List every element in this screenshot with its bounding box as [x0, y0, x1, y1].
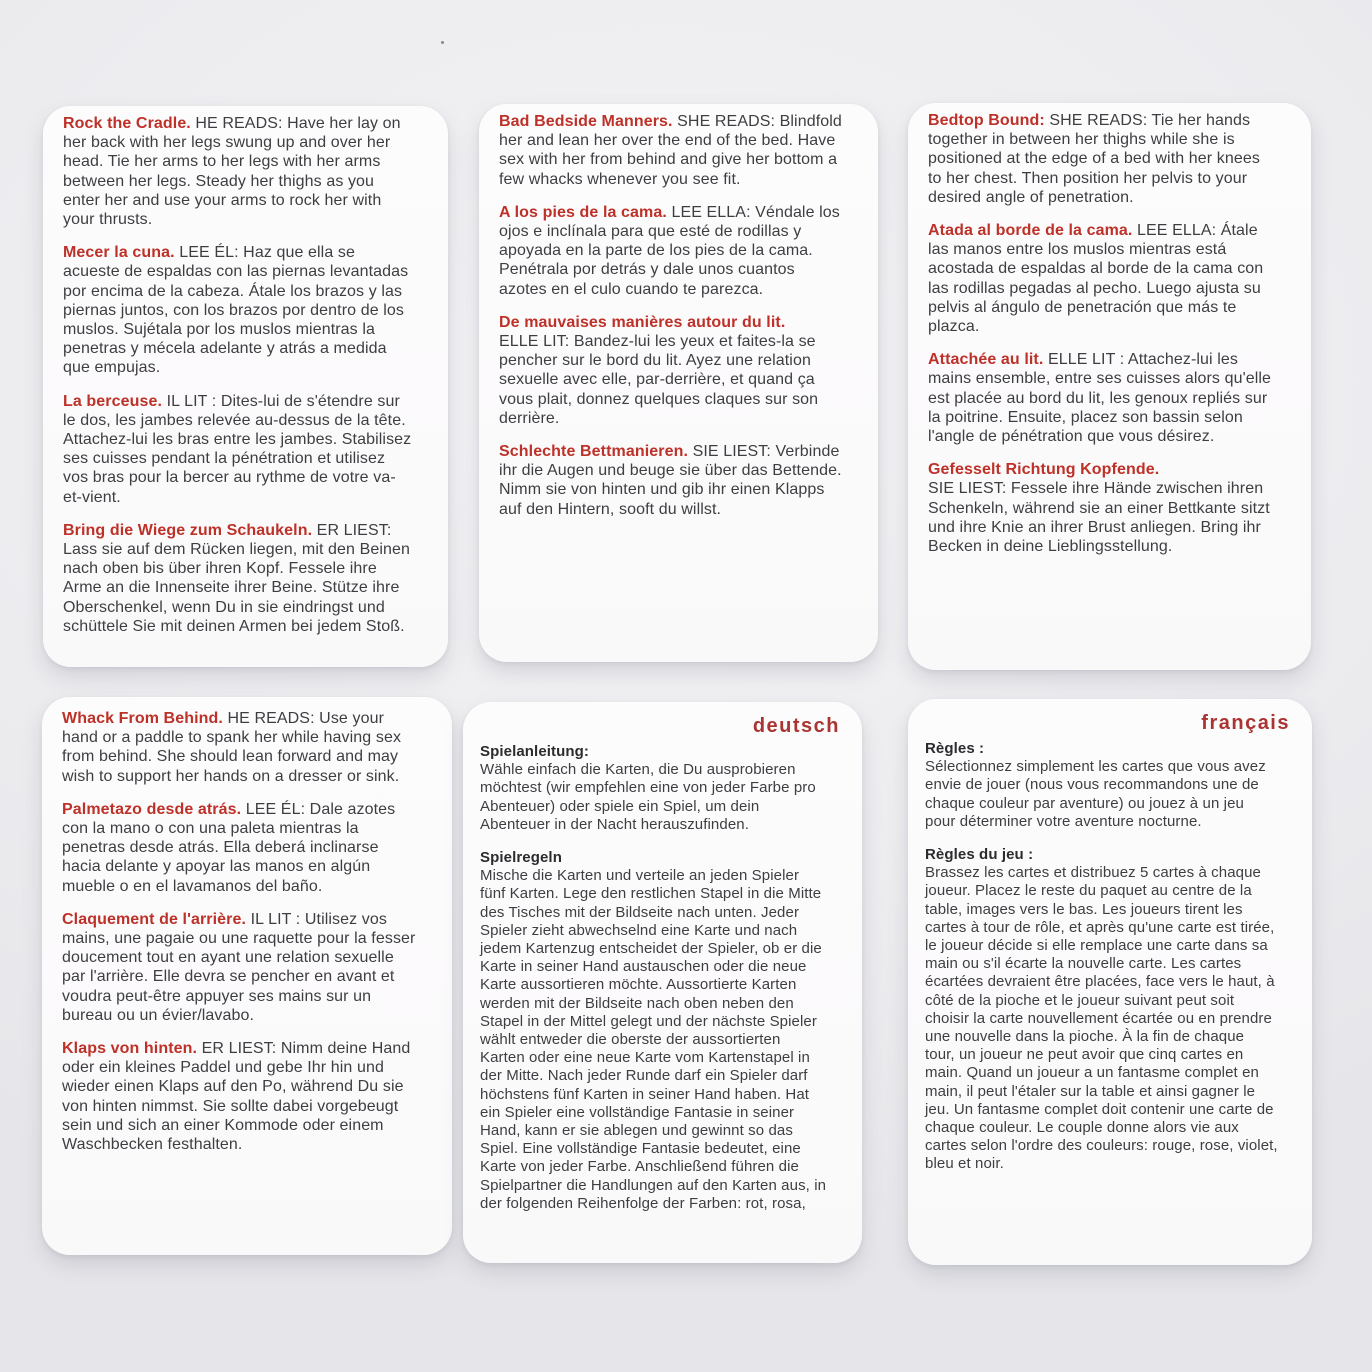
section-body: Sélectionnez simplement les cartes que vous avez envie de jouer (nous vous recommandons une de chaque couleur par aventure) ou jouez à un jeu pour déterminer votre aventure nocturne. — [925, 758, 1266, 830]
dust-speck — [441, 41, 444, 44]
paragraph-heading-spanish: Mecer la cuna. — [63, 244, 175, 262]
card-bedtop-bound — [908, 103, 1311, 670]
paragraph-body-spanish: LEE ELLA: Átale las manos entre los muslos mientras está acostada de espaldas al borde de la cama con las rodillas pegadas al pecho. Luego ajusta su pelvis al ángulo de penetración que más te plazca. — [928, 222, 1264, 336]
paragraph-body-spanish: LEE ÉL: Dale azotes con la mano o con una paleta mientras la penetras desde atrás. Ella deberá inclinarse hacia delante y apoyar las manos en algún mueble o en el lavamanos del baño. — [62, 800, 396, 895]
card-bad-bedside-manners — [479, 104, 878, 662]
paragraph-heading-spanish: A los pies de la cama. — [499, 203, 667, 221]
card-instructions-deutsch — [463, 702, 862, 1263]
paragraph-german — [62, 1039, 416, 1154]
paragraph-body-german: ER LIEST: Lass sie auf dem Rücken liegen, mit den Beinen nach oben bis über ihren Kopf. Fessele ihre Arme an die Innenseite ihrer Beine. Stütze ihre Oberschenkel, wenn Du in sie eindringst und schüttele Sie mit deinen Armen bei jedem Stoß. — [63, 521, 411, 635]
section-heading: Spielregeln — [480, 849, 562, 867]
paragraph-body-english: SHE READS: Tie her hands together in between her thighs while she is positioned at the edge of a bed with her knees to her chest. Then position her pelvis to your desired angle of penetration. — [928, 112, 1260, 206]
paragraph-heading-french: Attachée au lit. — [928, 351, 1044, 369]
section-heading: Règles : — [925, 740, 985, 757]
card-whack-from-behind — [42, 697, 452, 1255]
card-rock-the-cradle — [43, 106, 448, 667]
paragraph-body-german: SIE LIEST: Fessele ihre Hände zwischen ihren Schenkeln, während sie an einer Bettkante sitzt und ihre Knie an ihrer Brust anliegen. Bring ihr Becken in deine Lieblingsstellung. — [928, 480, 1270, 556]
section-body: Wähle einfach die Karten, die Du ausprobieren möchtest (wir empfehlen eine von jeder Farbe pro Abenteuer) oder spiele ein Spiel, um dein Abenteuer in der Nacht herauszufinden. — [480, 761, 816, 833]
language-label-deutsch: deutsch — [752, 715, 840, 737]
paragraph-spanish — [499, 203, 842, 299]
paragraph-heading-spanish: Palmetazo desde atrás. — [62, 800, 242, 818]
paragraph-heading-german: Gefesselt Richtung Kopfende. — [928, 461, 1160, 479]
paragraph-heading-german: Schlechte Bettmanieren. — [499, 443, 689, 461]
paragraph-body-english: SHE READS: Blindfold her and lean her over the end of the bed. Have sex with her from behind and give her bottom a few whacks whenever you see fit. — [499, 113, 842, 188]
paragraph-heading-english: Bedtop Bound: — [928, 112, 1045, 129]
paragraph-heading-english: Rock the Cradle. — [63, 115, 191, 132]
paragraph-body-english: HE READS: Have her lay on her back with her legs swung up and over her head. Tie her arms to her legs with her arms between her legs. Steady her thighs as you enter her and use your arms to rock her with your thrusts. — [63, 115, 401, 229]
paragraph-french — [499, 313, 842, 428]
paragraph-heading-english: Whack From Behind. — [62, 710, 223, 727]
paragraph-body-spanish: LEE ELLA: Véndale los ojos e inclínala para que esté de rodillas y apoyada en la parte de los pies de la cama. Penétrala por detrás y dale unos cuantos azotes en el culo cuando te parezca. — [499, 203, 840, 298]
section-regles-du-jeu — [925, 846, 1278, 1174]
paragraph-body-french: ELLE LIT: Bandez-lui les yeux et faites-la se pencher sur le bord du lit. Ayez une relation sexuelle avec elle, par-derrière, et quand ça vous plait, donnez quelques claques sur son derrière. — [499, 333, 819, 427]
paragraph-body-german: SIE LIEST: Verbinde ihr die Augen und beuge sie über das Bettende. Nimm sie von hinten und gib ihr einen Klapps auf den Hintern, sooft du willst. — [499, 443, 842, 518]
section-body: Mische die Karten und verteile an jeden Spieler fünf Karten. Lege den restlichen Stapel in die Mitte des Tisches mit der Bildseite nach unten. Jeder Spieler zieht abwechselnd eine Karte und nach jedem Kartenzug entscheidet der Spieler, ob er die Karte in seiner Hand austauschen oder die neue Karte aussortieren möchte. Aussortierte Karten werden mit der Bildseite nach oben neben den Stapel in der Mittel gelegt und der nächste Spieler wählt entweder die oberste der aussortierten Karten oder eine neue Karte vom Kartenstapel in der Mitte. Nach jeder Runde darf ein Spieler darf höchstens fünf Karten in seiner Hand haben. Hat ein Spieler eine vollständige Fantasie in seiner Hand, kann er sie ablegen und gewinnt so das Spiel. Eine vollständige Fantasie bedeutet, eine Karte von jeder Farbe. Anschließend führen die Spielpartner die Handlungen auf den Karten aus, in der folgenden Reihenfolge der Farben: rot, rosa, — [480, 867, 827, 1212]
section-spielanleitung — [480, 743, 828, 834]
paragraph-heading-english: Bad Bedside Manners. — [499, 113, 673, 130]
paragraph-french — [62, 910, 416, 1025]
paragraph-body-french: IL LIT : Dites-lui de s'étendre sur le dos, les jambes relevée au-dessus de la tête. Attachez-lui les bras entre les jambes. Stabilisez ses cuisses pendant la pénétration et utilisez vos bras pour la bercer au rythme de votre va-et-vient. — [63, 392, 412, 506]
paragraph-french — [63, 392, 412, 507]
paragraph-spanish — [928, 221, 1275, 336]
section-heading: Règles du jeu : — [925, 846, 1034, 864]
paragraph-heading-french: La berceuse. — [63, 392, 163, 410]
section-spielregeln — [480, 849, 828, 1213]
paragraph-heading-french: Claquement de l'arrière. — [62, 910, 247, 928]
paragraph-english — [928, 111, 1275, 207]
card-instructions-francais — [908, 699, 1312, 1265]
paragraph-spanish — [63, 243, 412, 377]
paragraph-body-german: ER LIEST: Nimm deine Hand oder ein kleines Paddel und gebe Ihr hin und wieder einen Klaps auf den Po, während Du sie von hinten nimmst. Sie sollte dabei vorgebeugt sein und sich an einer Kommode oder einem Waschbecken festhalten. — [62, 1040, 411, 1154]
paragraph-heading-french: De mauvaises manières autour du lit. — [499, 313, 786, 331]
language-label-francais: français — [1201, 712, 1290, 734]
section-heading: Spielanleitung: — [480, 743, 590, 760]
paragraph-german — [499, 442, 842, 519]
paragraph-body-spanish: LEE ÉL: Haz que ella se acueste de espaldas con las piernas levantadas por encima de la cabeza. Átale los brazos y las piernas juntos, con los brazos por dentro de los muslos. Sujétala por los muslos mientras la penetras y mécela adelante y atrás a medida que empujas. — [63, 244, 409, 377]
paragraph-spanish — [62, 800, 416, 896]
paragraph-english — [499, 112, 842, 189]
paragraph-heading-spanish: Atada al borde de la cama. — [928, 222, 1133, 240]
paragraph-english — [63, 114, 412, 229]
section-body: Brassez les cartes et distribuez 5 cartes à chaque joueur. Placez le reste du paquet au centre de la table, images vers le bas. Les joueurs tirent les cartes à tour de rôle, et après qu'une carte est tirée, le joueur décide si elle remplace une carte dans sa main ou s'il écarte la nouvelle carte. Les cartes écartées devraient être placées, face vers le haut, à côté de la pioche et le joueur suivant peut soit choisir la carte nouvellement écartée ou en prendre une nouvelle dans la pioche. À la fin de chaque tour, un joueur ne peut avoir que cinq cartes en main. Quand un joueur a un fantasme complet en main, il peut l'étaler sur la table et ainsi gagner le jeu. Un fantasme complet doit contenir une carte de chaque couleur. Le couple donne alors vie aux cartes selon l'ordre des couleurs: rouge, rose, violet, bleu et noir. — [925, 864, 1278, 1173]
paragraph-german — [928, 460, 1275, 556]
paragraph-heading-german: Bring die Wiege zum Schaukeln. — [63, 521, 313, 539]
paragraph-english — [62, 709, 416, 786]
paragraph-french — [928, 350, 1275, 446]
paragraph-german — [63, 521, 412, 636]
section-regles — [925, 740, 1278, 831]
paragraph-heading-german: Klaps von hinten. — [62, 1040, 198, 1058]
paragraph-body-french: IL LIT : Utilisez vos mains, une pagaie ou une raquette pour la fesser doucement tout en ayant une relation sexuelle par l'arrière. Elle devra se pencher en avant et voudra peut-être appuyer ses mains sur un bureau ou un évier/lavabo. — [62, 910, 416, 1024]
paragraph-body-french: ELLE LIT : Attachez-lui les mains ensemble, entre ses cuisses alors qu'elle est placée au bord du lit, les genoux repliés sur la poitrine. Ensuite, placez son bassin selon l'angle de pénétration que vous désirez. — [928, 351, 1272, 446]
paragraph-body-english: HE READS: Use your hand or a paddle to spank her while having sex from behind. She should lean forward and may wish to support her hands on a dresser or sink. — [62, 710, 402, 785]
